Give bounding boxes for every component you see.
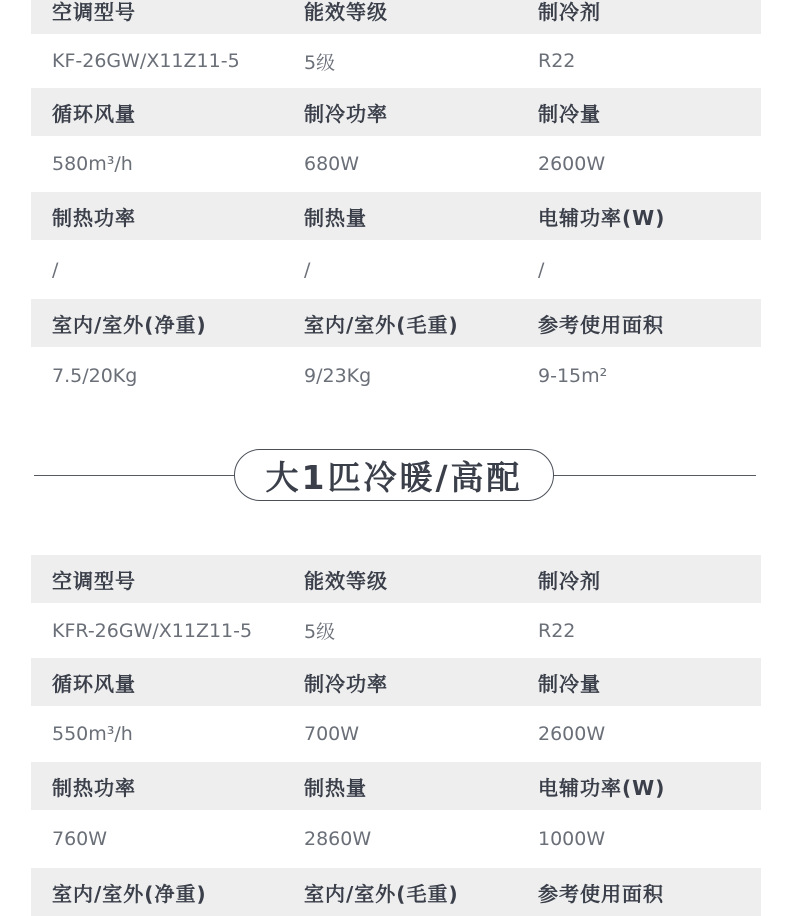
value-cell: 7.5/20Kg (52, 365, 138, 387)
table-row (31, 555, 761, 603)
value-cell: 2600W (538, 153, 606, 175)
section-divider (34, 448, 756, 506)
table-row (31, 810, 761, 868)
table-row (31, 347, 761, 405)
header-cell: 制冷功率 (304, 671, 388, 696)
value-cell: 5级 (304, 51, 336, 74)
header-cell: 循环风量 (52, 101, 136, 126)
table-row (31, 192, 761, 240)
table-row (31, 0, 761, 34)
table-row (31, 136, 761, 192)
value-cell: 9-15m² (538, 365, 608, 387)
header-cell: 制冷量 (538, 671, 601, 696)
value-cell: 9/23Kg (304, 365, 372, 387)
header-cell: 电辅功率(W) (538, 205, 666, 230)
header-cell: 室内/室外(净重) (52, 881, 207, 906)
value-cell: 2600W (538, 723, 606, 745)
header-cell: 参考使用面积 (538, 881, 664, 906)
value-cell: KFR-26GW/X11Z11-5 (52, 619, 253, 642)
value-cell: KF-26GW/X11Z11-5 (52, 50, 240, 72)
value-cell: 700W (304, 723, 360, 745)
table-row (31, 88, 761, 136)
header-cell: 室内/室外(毛重) (304, 881, 459, 906)
table-row (31, 658, 761, 706)
table-row (31, 240, 761, 299)
header-cell: 参考使用面积 (538, 312, 664, 337)
header-cell: 空调型号 (52, 0, 136, 24)
value-cell: R22 (538, 619, 576, 642)
value-cell: 760W (52, 828, 108, 850)
value-cell: 5级 (304, 621, 336, 643)
header-cell: 能效等级 (304, 568, 388, 593)
value-cell: R22 (538, 50, 576, 72)
value-cell: 2860W (304, 828, 372, 850)
header-cell: 能效等级 (304, 0, 388, 24)
table-row (31, 603, 761, 658)
header-cell: 制热功率 (52, 775, 136, 800)
header-cell: 制冷剂 (538, 568, 601, 593)
value-cell: / (304, 258, 311, 281)
value-cell: / (52, 258, 59, 281)
value-cell: 550m³/h (52, 723, 133, 745)
table-row (31, 868, 761, 916)
header-cell: 制热量 (304, 775, 367, 800)
spec-table-1 (31, 0, 761, 405)
value-cell: 580m³/h (52, 153, 133, 175)
table-row (31, 34, 761, 88)
spec-table-2 (31, 555, 761, 916)
table-row (31, 762, 761, 810)
header-cell: 室内/室外(净重) (52, 312, 207, 337)
table-row (31, 299, 761, 347)
value-cell: 1000W (538, 828, 606, 850)
section-title: 大1匹冷暖/高配 (234, 449, 554, 501)
header-cell: 制冷量 (538, 101, 601, 126)
header-cell: 制冷功率 (304, 101, 388, 126)
header-cell: 制热量 (304, 205, 367, 230)
value-cell: 680W (304, 153, 360, 175)
value-cell: / (538, 258, 545, 281)
header-cell: 循环风量 (52, 671, 136, 696)
header-cell: 电辅功率(W) (538, 775, 666, 800)
header-cell: 制冷剂 (538, 0, 601, 24)
header-cell: 室内/室外(毛重) (304, 312, 459, 337)
header-cell: 空调型号 (52, 568, 136, 593)
table-row (31, 706, 761, 762)
header-cell: 制热功率 (52, 205, 136, 230)
